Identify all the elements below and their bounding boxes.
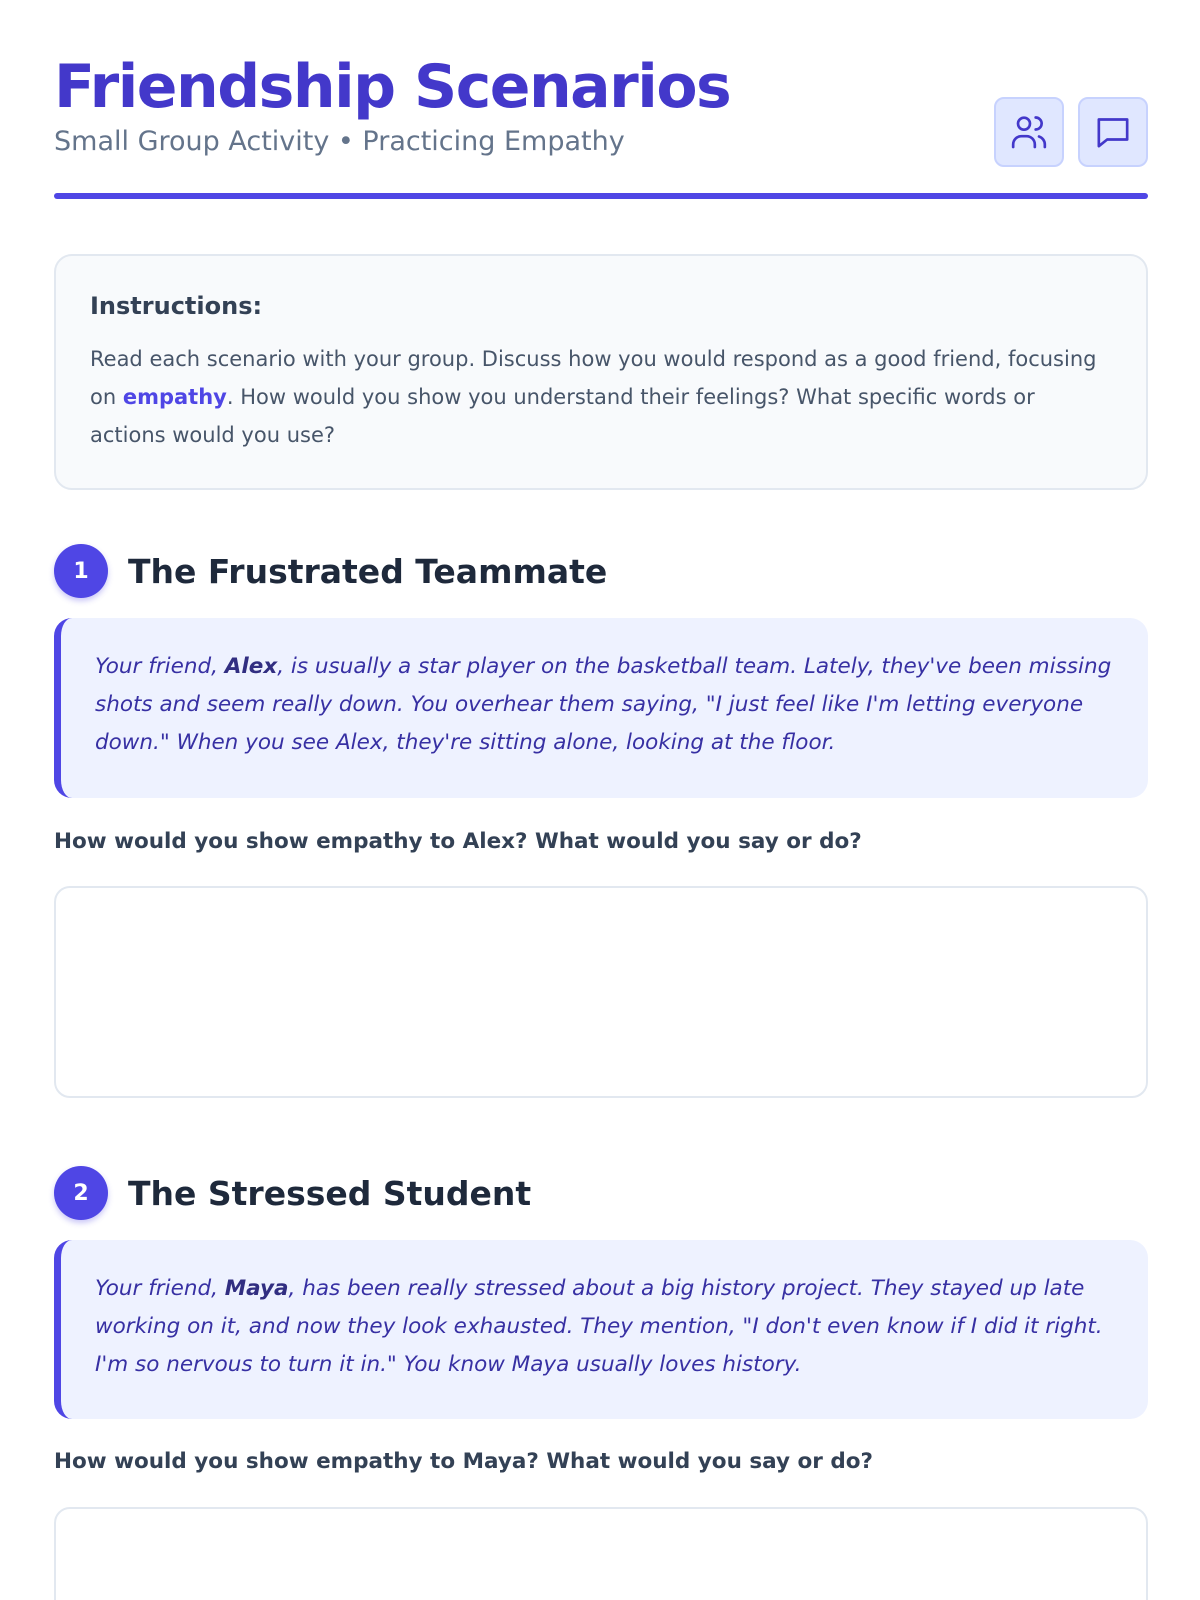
scenario-1-header — [54, 544, 607, 598]
friend-name: Maya — [224, 1276, 289, 1301]
instructions-heading: Instructions: — [90, 292, 263, 320]
page-title: Friendship Scenarios — [54, 52, 731, 122]
story-text-start: Your friend, — [95, 1276, 225, 1301]
instructions-box — [54, 254, 1148, 490]
users-icon — [1009, 112, 1049, 152]
story-text-end: , has been really stressed about a big history project. They stayed up late working on it, and now they look exhausted. They mention, "I don't even know if I did it right. I'm so nervous to turn it in." You know Maya usually loves history. — [95, 1276, 1103, 1377]
scenario-1-question: How would you show empathy to Alex? What would you say or do? — [54, 829, 862, 854]
page-subtitle: Small Group Activity • Practicing Empathy — [54, 126, 625, 157]
scenario-1-story — [54, 618, 1148, 798]
scenario-2-header — [54, 1166, 531, 1220]
scenario-2-story — [54, 1240, 1148, 1419]
chat-button[interactable] — [1078, 97, 1148, 167]
scenario-title: The Stressed Student — [128, 1173, 532, 1213]
header-divider — [54, 193, 1148, 199]
scenario-story-text — [95, 648, 1112, 762]
scenario-number-badge: 2 — [54, 1166, 108, 1220]
header — [54, 0, 1148, 200]
friend-name: Alex — [224, 654, 278, 679]
scenario-number-badge: 1 — [54, 544, 108, 598]
scenario-story-text — [95, 1270, 1112, 1384]
story-text-end: , is usually a star player on the basketball team. Lately, they've been missing shots and seem really down. You overhear them saying, "I just feel like I'm letting everyone down." When you see Alex, they're sitting alone, looking at the floor. — [95, 654, 1112, 755]
scenario-2-question: How would you show empathy to Maya? What would you say or do? — [54, 1449, 874, 1474]
chat-bubble-icon — [1093, 112, 1133, 152]
worksheet-page — [54, 0, 1148, 1474]
story-text-start: Your friend, — [95, 654, 225, 679]
group-button[interactable] — [994, 97, 1064, 167]
scenario-title: The Frustrated Teammate — [128, 551, 608, 591]
instructions-text — [90, 340, 1112, 454]
empathy-highlight: empathy — [122, 385, 227, 409]
instructions-text-end: . How would you show you understand their feelings? What specific words or actions would you use? — [90, 385, 1035, 447]
instructions-text-start: Read each scenario with your group. Discuss how you would respond as a good friend, focusing on — [90, 347, 1097, 409]
scenario-1-answer-field[interactable] — [54, 886, 1148, 1098]
scenario-2-answer-field[interactable] — [54, 1507, 1148, 1600]
